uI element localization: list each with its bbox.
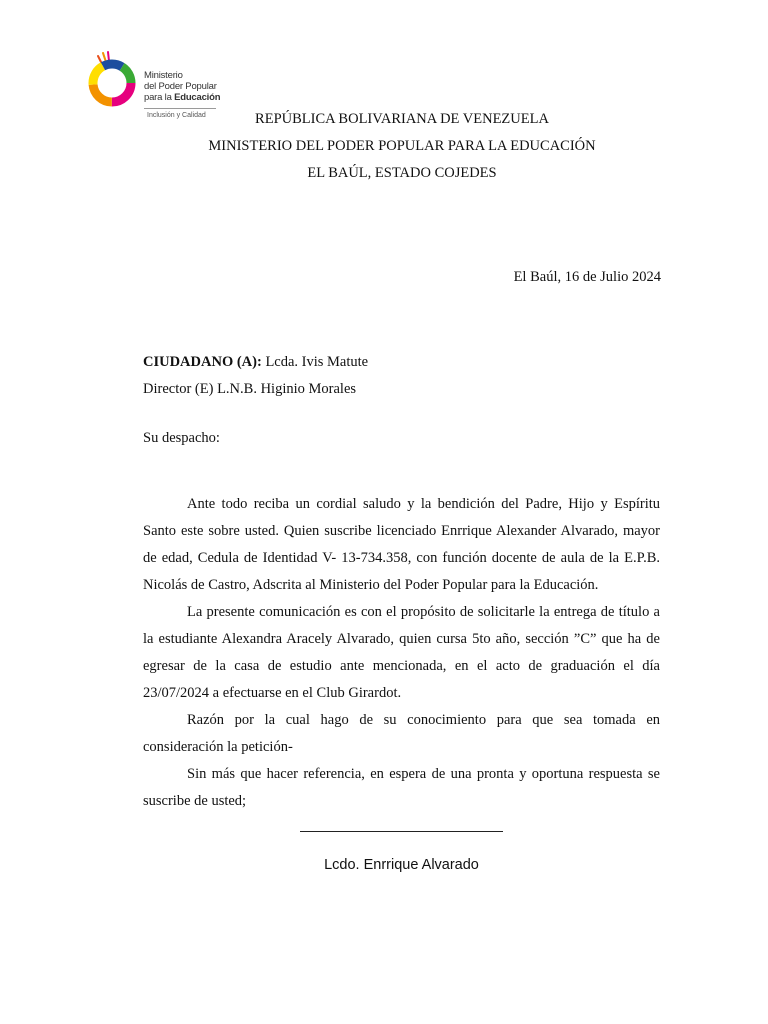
letter-date: El Baúl, 16 de Julio 2024 <box>513 269 661 285</box>
logo-line-3-prefix: para la <box>144 92 175 103</box>
addressee-position: Director (E) L.N.B. Higinio Morales <box>143 381 357 397</box>
body-paragraph-3: Razón por la cual hago de su conocimiento para que sea tomada en consideración la petición- <box>143 712 660 755</box>
logo-line-3 <box>144 92 220 103</box>
salutation: Su despacho: <box>143 430 220 446</box>
logo-divider <box>144 108 216 109</box>
letter-body <box>143 491 660 815</box>
body-paragraph-1: Ante todo reciba un cordial saludo y la bendición del Padre, Hijo y Espíritu Santo este sobre usted. Quien suscribe licenciado Enrrique Alexander Alvarado, mayor de edad, Cedula de Identidad V- 13-734.358, con función docente de aula de la E.P.B. Nicolás de Castro, Adscrita al Ministerio del Poder Popular para la Educación. <box>143 496 660 593</box>
addressee-line <box>143 349 368 376</box>
logo-tagline: Inclusión y Calidad <box>147 112 206 119</box>
header-line-3: EL BAÚL, ESTADO COJEDES <box>307 165 497 181</box>
signature-line <box>300 831 503 832</box>
logo-line-1: Ministerio <box>144 70 183 81</box>
logo-line-3-bold: Educación <box>174 92 221 103</box>
header-line-1: REPÚBLICA BOLIVARIANA DE VENEZUELA <box>255 111 549 127</box>
header-line-2: MINISTERIO DEL PODER POPULAR PARA LA EDUCACIÓN <box>208 138 596 154</box>
addressee-name: Lcda. Ivis Matute <box>261 354 369 370</box>
addressee-label: CIUDADANO (A): <box>143 354 262 370</box>
addressee-block <box>143 349 368 403</box>
body-paragraph-4: Sin más que hacer referencia, en espera de una pronta y oportuna respuesta se suscribe de usted; <box>143 766 660 809</box>
logo-line-2: del Poder Popular <box>144 81 217 92</box>
logo-text <box>144 70 220 103</box>
signature-name: Lcdo. Enrrique Alvarado <box>324 857 479 873</box>
body-paragraph-2: La presente comunicación es con el propósito de solicitarle la entrega de título a la estudiante Alexandra Aracely Alvarado, quien cursa 5to año, sección ”C” que ha de egresar de la casa de estudio ante mencionada, en el acto de graduación el día 23/07/2024 a efectuarse en el Club Girardot. <box>143 604 660 701</box>
